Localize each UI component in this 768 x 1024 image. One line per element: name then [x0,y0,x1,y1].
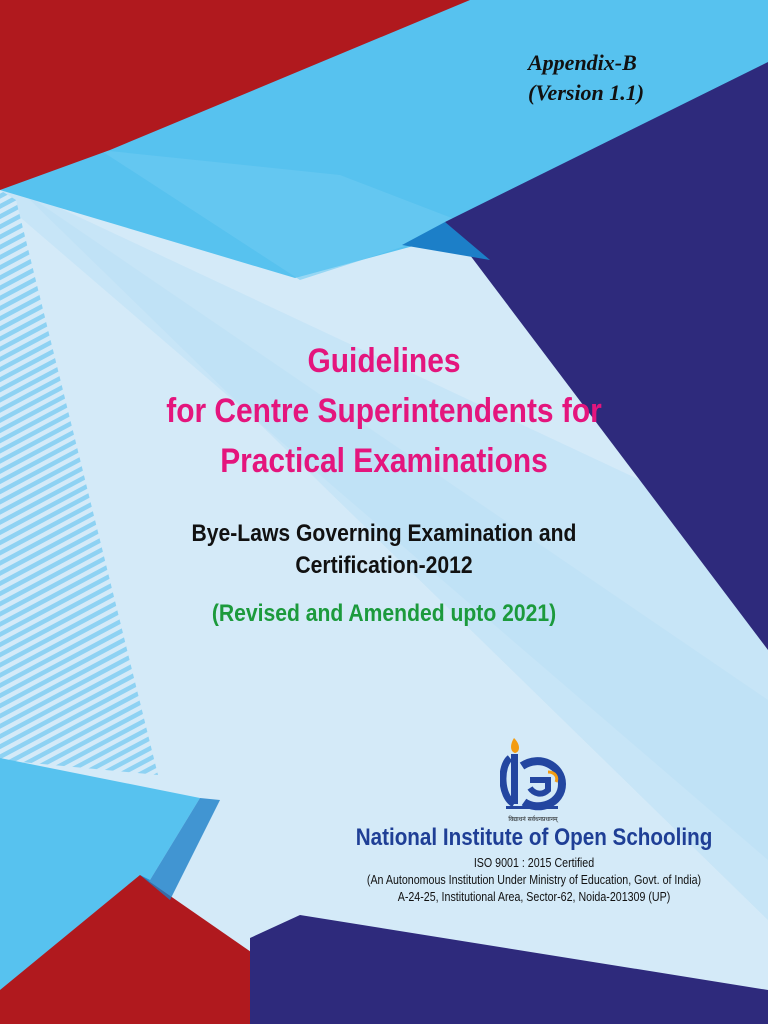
appendix-label: Appendix-B [528,50,637,75]
title-line-3: Practical Examinations [220,442,548,480]
organization-address: A-24-25, Institutional Area, Sector-62, Noida-201309 (UP) [397,889,671,904]
organization-block [300,822,768,905]
document-title [46,336,722,486]
title-line-1: Guidelines [307,342,461,380]
subtitle-line-2: Certification-2012 [295,552,473,579]
document-subtitle [46,518,722,582]
version-label: (Version 1.1) [528,80,645,105]
nios-logo-icon [500,732,566,816]
iso-certification: ISO 9001 : 2015 Certified [473,855,595,870]
organization-name: National Institute of Open Schooling [355,824,713,851]
organization-status: (An Autonomous Institution Under Ministry of Education, Govt. of India) [366,872,702,887]
appendix-heading [528,48,644,108]
logo-motto: विद्याधनं सर्वधनप्रधानम् [508,816,558,823]
revision-note: (Revised and Amended upto 2021) [211,600,557,627]
subtitle-line-1: Bye-Laws Governing Examination and [191,520,577,547]
title-line-2: for Centre Superintendents for [166,392,602,430]
